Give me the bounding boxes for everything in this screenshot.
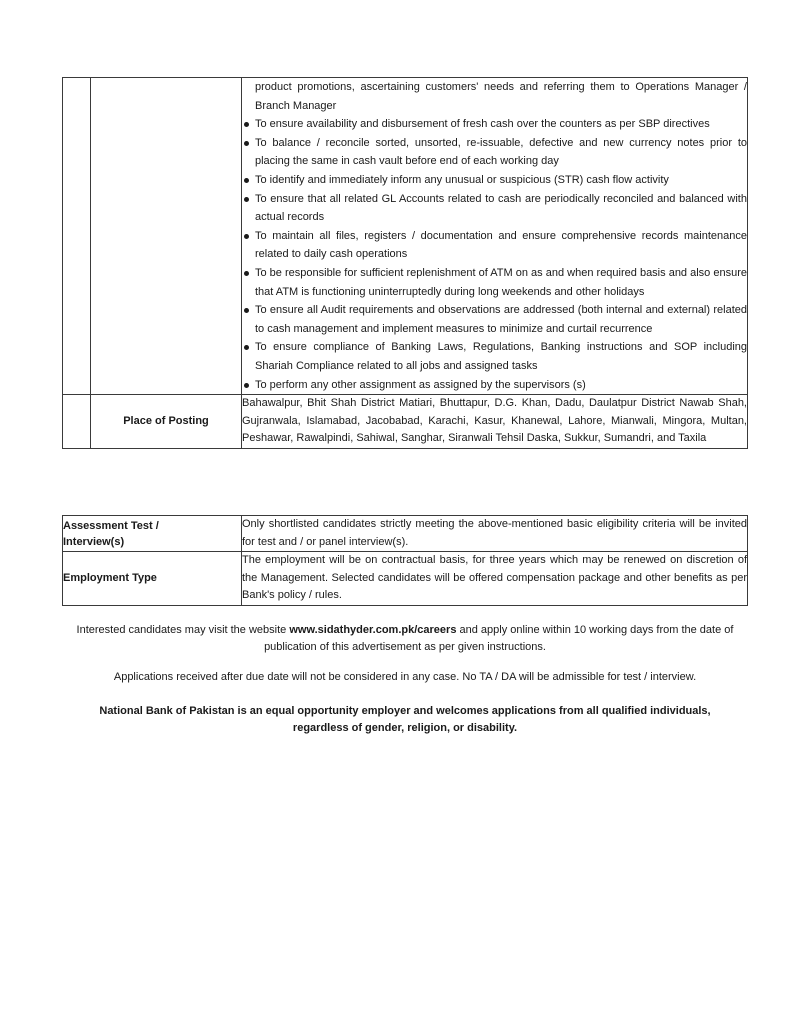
list-item: To ensure all Audit requirements and observations are addressed (both internal and external) related to cash management and implement measures to minimize and curtail recurrence	[242, 301, 747, 338]
assessment-row	[63, 516, 748, 552]
list-item: To ensure compliance of Banking Laws, Regulations, Banking instructions and SOP including Shariah Compliance related to all jobs and assigned tasks	[242, 338, 747, 375]
careers-website-link[interactable]: www.sidathyder.com.pk/careers	[289, 624, 457, 636]
list-item: To balance / reconcile sorted, unsorted, re-issuable, defective and new currency notes prior to placing the same in cash vault before end of each working day	[242, 134, 747, 171]
assessment-label-line2: Interview(s)	[63, 535, 125, 548]
apply-instructions	[62, 622, 748, 656]
list-item: To ensure that all related GL Accounts related to cash are periodically reconciled and balanced with actual records	[242, 190, 747, 227]
serial-cell	[63, 78, 91, 395]
place-of-posting-label: Place of Posting	[91, 395, 242, 449]
assessment-value: Only shortlisted candidates strictly meeting the above-mentioned basic eligibility criteria will be invited for test and / or panel interview(s).	[242, 516, 748, 552]
duty-continuation: product promotions, ascertaining customers' needs and referring them to Operations Manager / Branch Manager	[255, 81, 747, 112]
equal-opportunity-statement	[62, 703, 748, 737]
serial-cell	[63, 395, 91, 449]
employment-label: Employment Type	[63, 552, 242, 606]
list-item: To ensure availability and disbursement of fresh cash over the counters as per SBP directives	[242, 115, 747, 134]
equal-opportunity-line1: National Bank of Pakistan is an equal opportunity employer and welcomes applications from all qualified individuals,	[99, 705, 711, 717]
employment-value: The employment will be on contractual basis, for three years which may be renewed on discretion of the Management. Selected candidates will be offered compensation package and other benefits as per Bank's policy / rules.	[242, 552, 748, 606]
list-item: To maintain all files, registers / documentation and ensure comprehensive records maintenance related to daily cash operations	[242, 227, 747, 264]
duties-label-cell	[91, 78, 242, 395]
place-of-posting-value: Bahawalpur, Bhit Shah District Matiari, Bhuttapur, D.G. Khan, Dadu, Daulatpur District Nawab Shah, Gujranwala, Islamabad, Jacobabad, Karachi, Kasur, Khanewal, Lahore, Mianwali, Mingora, Multan, Peshawar, Rawalpindi, Sahiwal, Sanghar, Siranwali Tehsil Daska, Sukkur, Sumandri, and Taxila	[242, 395, 748, 449]
duties-list	[242, 115, 747, 394]
list-item: To be responsible for sufficient replenishment of ATM on as and when required basis and also ensure that ATM is functioning uninterruptedly during long weekends and other holidays	[242, 264, 747, 301]
assessment-employment-table	[62, 515, 748, 606]
list-item: To identify and immediately inform any unusual or suspicious (STR) cash flow activity	[242, 171, 747, 190]
duties-row	[63, 78, 748, 395]
assessment-label	[63, 516, 242, 552]
apply-prefix: Interested candidates may visit the website	[76, 624, 290, 636]
duties-cell	[242, 78, 748, 395]
apply-suffix: and apply online within 10 working days from the date of publication of this advertisement as per given instructions.	[264, 624, 734, 653]
due-date-note: Applications received after due date will not be considered in any case. No TA / DA will be admissible for test / interview.	[113, 671, 697, 683]
assessment-label-line1: Assessment Test /	[63, 519, 159, 532]
equal-opportunity-line2: regardless of gender, religion, or disability.	[292, 722, 518, 734]
employment-row	[63, 552, 748, 606]
list-item: To perform any other assignment as assigned by the supervisors (s)	[242, 376, 747, 395]
job-details-table	[62, 77, 748, 449]
place-of-posting-row	[63, 395, 748, 449]
